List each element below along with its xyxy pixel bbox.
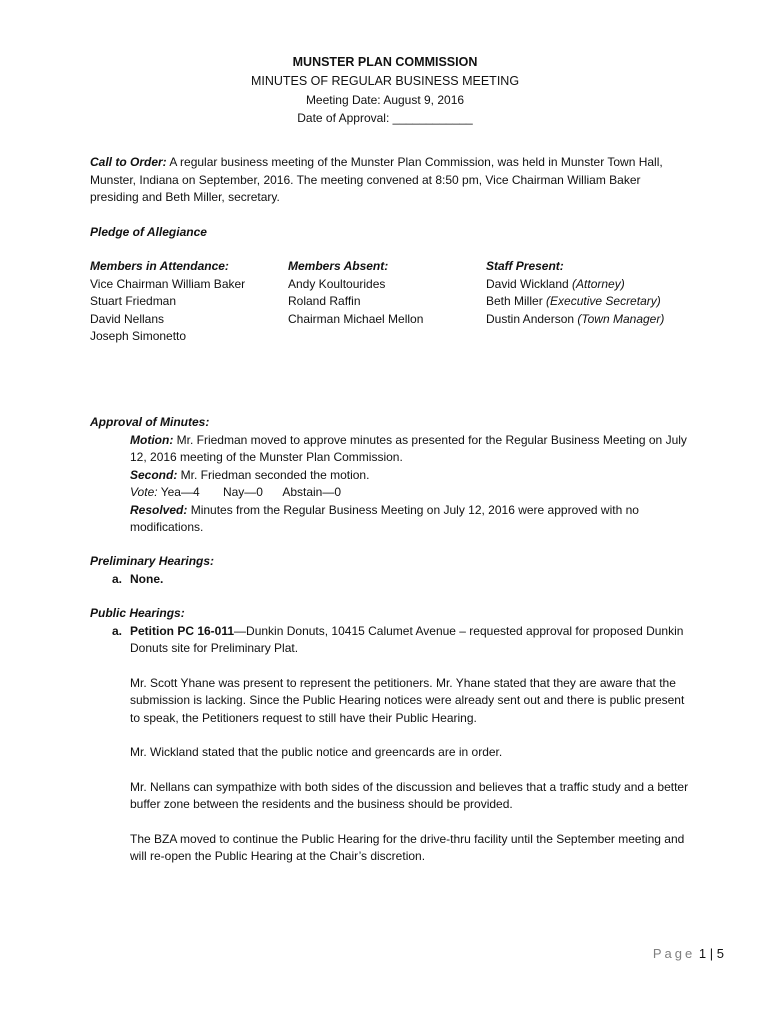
call-to-order-text: A regular business meeting of the Munster Plan Commission, was held in Munster Town Hall, Munster, Indiana on September, 2016. The meeting convened at 8:50 pm, Vice Chairman William Baker presiding and Beth Miller, secretary. — [90, 155, 663, 204]
document-subtitle: MINUTES OF REGULAR BUSINESS MEETING — [250, 74, 520, 88]
staff-name: Dustin Anderson — [486, 311, 575, 326]
hearing-paragraph: The BZA moved to continue the Public Hearing for the drive-thru facility until the September meeting and will re-open the Public Hearing at the Chair’s discretion. — [130, 831, 685, 863]
page-total: 5 — [716, 946, 724, 961]
member-present: Stuart Friedman — [90, 294, 177, 308]
resolved-label: Resolved: — [130, 502, 188, 517]
page-number: 1 — [698, 946, 707, 961]
vote-line — [130, 484, 690, 502]
item-text: None. — [130, 571, 164, 586]
second-line — [130, 467, 690, 485]
pledge-heading: Pledge of Allegiance — [90, 225, 207, 239]
document-header — [0, 53, 770, 127]
preliminary-heading: Preliminary Hearings: — [90, 554, 215, 568]
preliminary-item — [90, 571, 690, 589]
page-word: Page — [652, 946, 696, 961]
staff-name: Beth Miller — [486, 294, 543, 308]
staff-member — [486, 311, 664, 329]
approval-section — [90, 414, 690, 537]
hearing-paragraph: Mr. Wickland stated that the public notice and greencards are in order. — [130, 745, 503, 759]
document-title: MUNSTER PLAN COMMISSION — [292, 55, 478, 69]
call-to-order-label: Call to Order: — [90, 155, 167, 169]
staff-present-heading: Staff Present: — [486, 259, 564, 273]
motion-text: Mr. Friedman moved to approve minutes as presented for the Regular Business Meeting on July 12, 2016 meeting of the Munster Plan Commission. — [130, 432, 687, 464]
approval-heading: Approval of Minutes: — [90, 415, 210, 429]
motion-label: Motion: — [130, 432, 174, 447]
vote-text: Yea—4 Nay—0 Abstain—0 — [157, 485, 342, 499]
petition-item — [90, 623, 690, 658]
motion-line — [130, 432, 690, 467]
preliminary-section — [90, 553, 690, 588]
petition-label: Petition PC 16-011 — [130, 623, 235, 638]
resolved-line — [130, 502, 690, 537]
staff-name: David Wickland — [486, 276, 569, 291]
member-absent: Andy Koultourides — [288, 276, 386, 291]
members-absent-heading: Members Absent: — [288, 259, 389, 273]
hearing-paragraph: Mr. Scott Yhane was present to represent the petitioners. Mr. Yhane stated that they are aware that the submission is lacking. Since the Public Hearing notices were already sent out and there is public present to speak, the Petitioners request to still have their Public Hearing. — [130, 675, 685, 725]
members-absent-column — [288, 258, 423, 328]
member-present: Vice Chairman William Baker — [90, 276, 246, 291]
petition-description: —Dunkin Donuts, 10415 Calumet Avenue – requested approval for proposed Dunkin Donuts site for Preliminary Plat. — [130, 623, 684, 655]
hearing-paragraph: Mr. Nellans can sympathize with both sides of the discussion and believes that a traffic study and a better buffer zone between the residents and the business should be provided. — [130, 779, 689, 811]
item-label: a. — [111, 571, 122, 586]
petition-text — [130, 623, 690, 658]
public-hearings-section — [90, 605, 690, 866]
vote-label: Vote: — [130, 485, 158, 499]
staff-member — [486, 293, 664, 311]
resolved-text: Minutes from the Regular Business Meeting on July 12, 2016 were approved with no modifications. — [130, 502, 639, 534]
staff-role: (Attorney) — [572, 276, 625, 291]
meeting-date: Meeting Date: August 9, 2016 — [305, 93, 465, 107]
member-absent: Roland Raffin — [288, 294, 361, 308]
members-present-column — [90, 258, 245, 346]
members-present-heading: Members in Attendance: — [90, 259, 229, 273]
item-label: a. — [111, 623, 122, 638]
member-present: David Nellans — [90, 311, 165, 326]
second-text: Mr. Friedman seconded the motion. — [177, 467, 370, 482]
staff-role: (Town Manager) — [577, 311, 665, 326]
second-label: Second: — [130, 467, 178, 482]
call-to-order — [90, 154, 690, 207]
approval-date: Date of Approval: ____________ — [297, 111, 473, 125]
member-present: Joseph Simonetto — [90, 329, 187, 343]
member-absent: Chairman Michael Mellon — [288, 311, 424, 326]
page-separator: | — [709, 946, 714, 961]
staff-role: (Executive Secretary) — [546, 294, 661, 308]
staff-present-column — [486, 258, 664, 328]
page-footer — [653, 946, 724, 961]
staff-member — [486, 276, 664, 294]
public-hearings-heading: Public Hearings: — [90, 606, 185, 620]
